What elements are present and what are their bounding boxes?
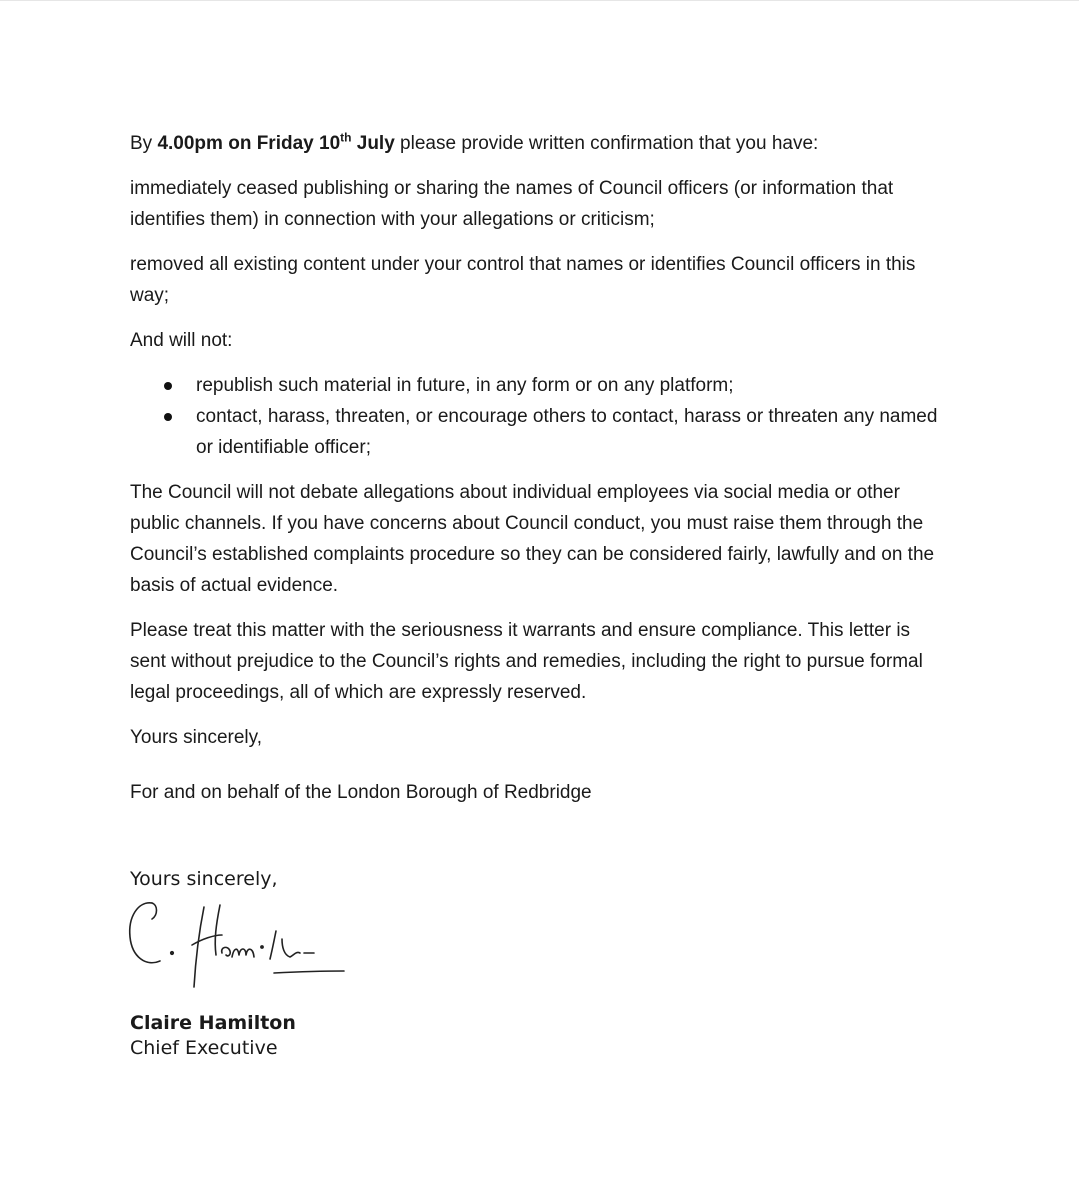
page-top-border <box>0 0 1079 1</box>
on-behalf-line: For and on behalf of the London Borough of Redbridge <box>130 782 592 803</box>
signatory-name: Claire Hamilton <box>130 1012 296 1034</box>
intro-pre: By <box>130 133 158 154</box>
intro-paragraph <box>130 128 950 159</box>
and-will-not: And will not: <box>130 330 233 351</box>
closing-line: Yours sincerely, <box>130 727 263 748</box>
bullet-text: contact, harass, threaten, or encourage others to contact, harass or threaten any named or identifiable officer; <box>196 406 938 458</box>
letter-body <box>130 128 950 808</box>
bullet-icon <box>164 382 172 390</box>
signatory-title: Chief Executive <box>130 1037 278 1059</box>
list-item <box>130 370 950 401</box>
signature-closing: Yours sincerely, <box>130 868 278 890</box>
debate-paragraph: The Council will not debate allegations about individual employees via social media or other public channels. If you have concerns about Council conduct, you must raise them through the Council’s established complaints procedure so they can be considered fairly, lawfully and on the basis of actual evidence. <box>130 482 935 596</box>
intro-ordinal: th <box>340 130 352 145</box>
handwritten-signature <box>124 895 354 995</box>
item-removed-content: removed all existing content under your control that names or identifies Council officers in this way; <box>130 254 916 306</box>
intro-post: please provide written confirmation that you have: <box>394 133 819 154</box>
undertakings-list <box>130 370 950 463</box>
bullet-icon <box>164 413 172 421</box>
intro-deadline: 4.00pm on Friday 10 <box>157 133 341 154</box>
item-ceased-publishing: immediately ceased publishing or sharing the names of Council officers (or information that identifies them) in connection with your allegations or criticism; <box>130 178 894 230</box>
bullet-text: republish such material in future, in any form or on any platform; <box>196 375 734 396</box>
intro-month: July <box>351 133 395 154</box>
list-item <box>130 401 950 463</box>
seriousness-paragraph: Please treat this matter with the seriousness it warrants and ensure compliance. This letter is sent without prejudice to the Council’s rights and remedies, including the right to pursue formal legal proceedings, all of which are expressly reserved. <box>130 620 923 703</box>
